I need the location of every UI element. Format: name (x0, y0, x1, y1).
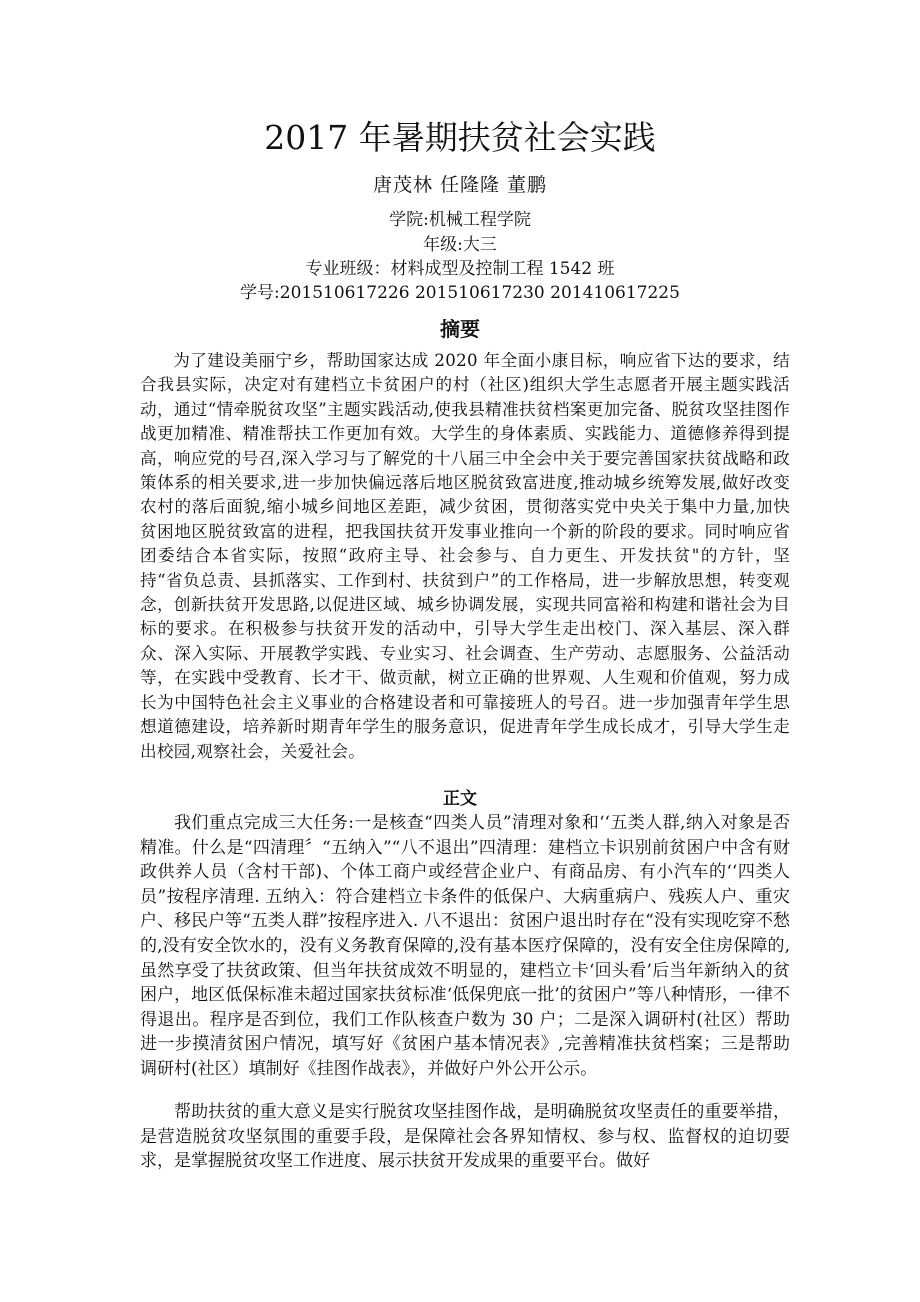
student-id-line: 学号:201510617226 201510617230 201410617225 (240, 283, 680, 303)
grade-line: 年级:大三 (423, 235, 497, 255)
body-heading: 正文 (443, 789, 477, 809)
author-list: 唐茂林 任隆隆 董鹏 (372, 174, 548, 196)
major-class-line: 专业班级：材料成型及控制工程 1542 班 (305, 259, 615, 279)
document-title: 2017 年暑期扶贫社会实践 (264, 118, 656, 157)
body-paragraph-2: 帮助扶贫的重大意义是实行脱贫攻坚挂图作战，是明确脱贫攻坚责任的重要举措，是营造脱贫攻坚氛围的重要手段，是保障社会各界知情权、参与权、监督权的迫切要求，是掌握脱贫攻坚工作进度、展示扶贫开发成果的重要平台。做好 (140, 1102, 790, 1172)
college-line: 学院:机械工程学院 (389, 210, 531, 230)
body-paragraph-1: 我们重点完成三大任务:一是核查“四类人员”清理对象和‘‘五类人群,纳入对象是否精准。什么是“四清理〞“五纳入”“八不退出”四清理：建档立卡识别前贫困户中含有财政供养人员（含村干部)、个体工商户或经营企业户、有商品房、有小汽车的‘‘四类人员”按程序清理. 五纳入：符合建档立卡条件的低保户、大病重病户、残疾人户、重灾户、移民户等“五类人群”按程序进入. 八不退出：贫困户退出时存在“没有实现吃穿不愁的,没有安全饮水的，没有义务教育保障的,没有基本医疗保障的，没有安全住房保障的,虽然享受了扶贫政策、但当年扶贫成效不明显的，建档立卡‘回头看’后当年新纳入的贫困户，地区低保标准未超过国家扶贫标准‘低保兜底一批’的贫困户”等八种情形，一律不得退出。程序是否到位，我们工作队核查户数为 30 户；二是深入调研村(社区）帮助进一步摸清贫困户情况，填写好《贫困户基本情况表》,完善精准扶贫档案；三是帮助调研村(社区）填制好《挂图作战表》，并做好户外公开公示。 (140, 813, 790, 1079)
abstract-heading: 摘要 (440, 317, 480, 341)
abstract-paragraph: 为了建设美丽宁乡，帮助国家达成 2020 年全面小康目标，响应省下达的要求，结合我县实际，决定对有建档立卡贫困户的村（社区)组织大学生志愿者开展主题实践活动，通过“情牵脱贫攻坚”主题实践活动,使我县精准扶贫档案更加完备、脱贫攻坚挂图作战更加精准、精准帮扶工作更加有效。大学生的身体素质、实践能力、道德修养得到提高，响应党的号召,深入学习与了解党的十八届三中全会中关于要完善国家扶贫战略和政策体系的相关要求,进一步加快偏远落后地区脱贫致富进度,推动城乡统筹发展,做好改变农村的落后面貌,缩小城乡间地区差距，减少贫困，贯彻落实党中央关于集中力量,加快贫困地区脱贫致富的进程，把我国扶贫开发事业推向一个新的阶段的要求。同时响应省团委结合本省实际，按照“政府主导、社会参与、自力更生、开发扶贫"的方针，坚持“省负总责、县抓落实、工作到村、扶贫到户”的工作格局，进一步解放思想，转变观念，创新扶贫开发思路,以促进区域、城乡协调发展，实现共同富裕和构建和谐社会为目标的要求。在积极参与扶贫开发的活动中，引导大学生走出校门、深入基层、深入群众、深入实际、开展教学实践、专业实习、社会调查、生产劳动、志愿服务、公益活动等，在实践中受教育、长才干、做贡献，树立正确的世界观、人生观和价值观，努力成长为中国特色社会主义事业的合格建设者和可靠接班人的号召。进一步加强青年学生思想道德建设，培养新时期青年学生的服务意识，促进青年学生成长成才，引导大学生走出校园,观察社会，关爱社会。 (140, 351, 790, 761)
